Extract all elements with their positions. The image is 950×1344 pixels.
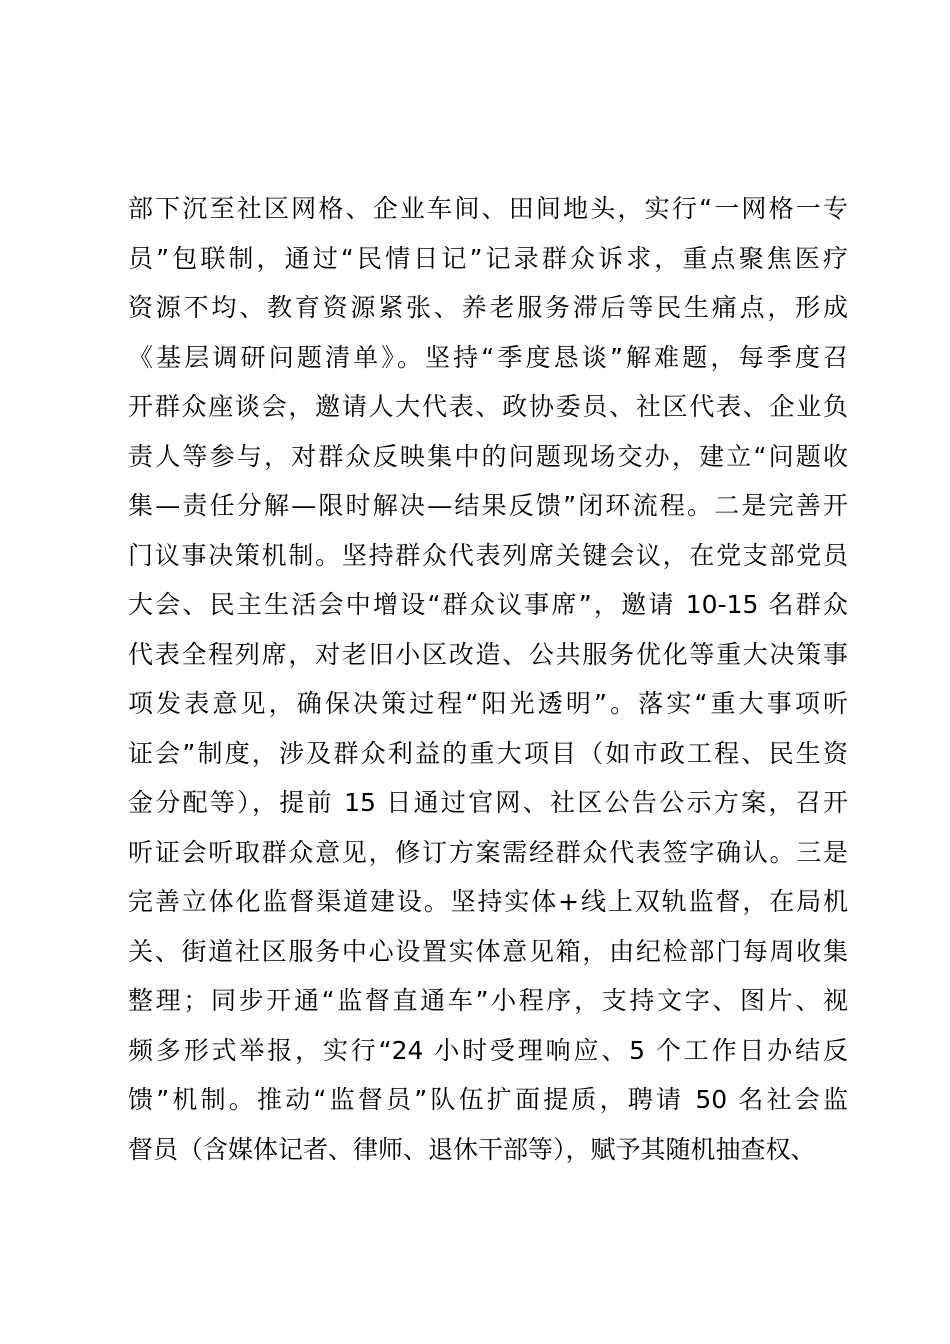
text-line: 关、街道社区服务中心设置实体意见箱，由纪检部门每周收集 — [128, 936, 848, 966]
text-line: 整理；同步开通“监督直通车”小程序，支持文字、图片、视 — [128, 986, 848, 1015]
text-line: 听证会听取群众意见，修订方案需经群众代表签字确认。三是 — [128, 837, 848, 867]
text-line: 馈”机制。推动“监督员”队伍扩面提质，聘请 50 名社会监 — [128, 1085, 848, 1114]
body-paragraph — [128, 184, 848, 1174]
text-line: 《基层调研问题清单》。坚持“季度恳谈”解难题，每季度召 — [128, 342, 848, 372]
text-line: 开群众座谈会，邀请人大代表、政协委员、社区代表、企业负 — [128, 392, 848, 421]
text-line: 证会”制度，涉及群众利益的重大项目（如市政工程、民生资 — [128, 738, 848, 768]
text-line: 大会、民主生活会中增设“群众议事席”，邀请 10-15 名群众 — [128, 590, 848, 619]
text-line: 代表全程列席，对老旧小区改造、公共服务优化等重大决策事 — [128, 639, 848, 669]
text-line: 门议事决策机制。坚持群众代表列席关键会议，在党支部党员 — [128, 540, 848, 570]
text-line: 资源不均、教育资源紧张、养老服务滞后等民生痛点，形成 — [128, 293, 848, 322]
text-line: 责人等参与，对群众反映集中的问题现场交办，建立“问题收 — [128, 441, 848, 471]
text-line: 督员（含媒体记者、律师、退休干部等），赋予其随机抽查权、 — [128, 1134, 816, 1164]
text-line: 完善立体化监督渠道建设。坚持实体+线上双轨监督，在局机 — [128, 887, 848, 916]
text-line: 频多形式举报，实行“24 小时受理响应、5 个工作日办结反 — [128, 1035, 848, 1065]
text-line: 集—责任分解—限时解决—结果反馈”闭环流程。二是完善开 — [128, 491, 848, 520]
text-line: 项发表意见，确保决策过程“阳光透明”。落实“重大事项听 — [128, 689, 848, 718]
text-line: 部下沉至社区网格、企业车间、田间地头，实行“一网格一专 — [128, 194, 848, 223]
text-line: 金分配等），提前 15 日通过官网、社区公告公示方案，召开 — [128, 788, 848, 817]
text-line: 员”包联制，通过“民情日记”记录群众诉求，重点聚焦医疗 — [128, 243, 848, 273]
